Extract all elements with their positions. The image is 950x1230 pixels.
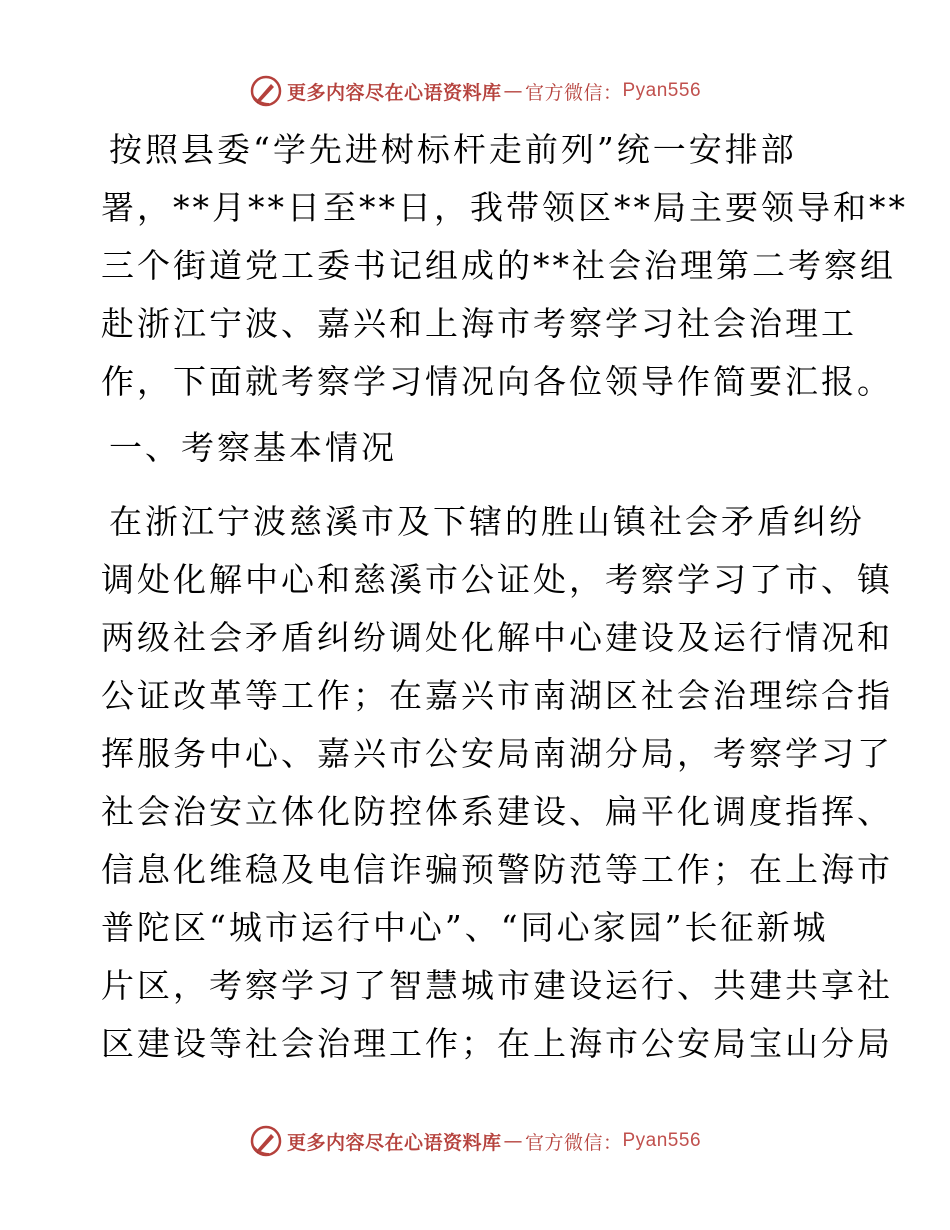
text-line: 公证改革等工作；在嘉兴市南湖区社会治理综合指 [101,676,893,715]
text-line: 赴浙江宁波、嘉兴和上海市考察学习社会治理工 [101,304,857,343]
text-line: 信息化维稳及电信诈骗预警防范等工作；在上海市 [101,850,893,889]
text-line: 社会治安立体化防控体系建设、扁平化调度指挥、 [101,792,893,831]
watermark-wechat-id: Pyan556 [622,80,702,101]
text-line: 挥服务中心、嘉兴市公安局南湖分局，考察学习了 [101,734,893,773]
document-body [101,121,908,1073]
watermark-wechat-id: Pyan556 [622,1130,702,1151]
watermark-separator: — [503,80,523,102]
text-line: 两级社会矛盾纠纷调处化解中心建设及运行情况和 [101,618,893,657]
watermark-separator: — [503,1130,523,1152]
pen-logo-icon [249,1124,283,1158]
paragraph-inspection [101,493,893,1073]
text-line: 在浙江宁波慈溪市及下辖的胜山镇社会矛盾纠纷 [109,502,865,541]
text-line: 片区，考察学习了智慧城市建设运行、共建共享社 [101,966,893,1005]
text-line: 调处化解中心和慈溪市公证处，考察学习了市、镇 [101,560,893,599]
text-line: 按照县委“学先进树标杆走前列”统一安排部 [109,130,797,169]
watermark-wechat-label: 官方微信： [524,81,623,104]
watermark-main-text: 更多内容尽在心语资料库 [286,1131,502,1154]
watermark-wechat-label: 官方微信： [524,1131,623,1154]
text-line: 区建设等社会治理工作；在上海市公安局宝山分局 [101,1024,893,1063]
watermark-main-text: 更多内容尽在心语资料库 [286,81,502,104]
text-line: 署，**月**日至**日，我带领区**局主要领导和** [101,188,908,227]
paragraph-intro [101,121,908,411]
text-line: 普陀区“城市运行中心”、“同心家园”长征新城 [101,908,829,947]
text-line: 作，下面就考察学习情况向各位领导作简要汇报。 [101,362,893,401]
text-line: 三个街道党工委书记组成的**社会治理第二考察组 [101,246,896,285]
section-heading: 一、考察基本情况 [109,428,397,467]
header-watermark [0,71,950,111]
pen-logo-icon [249,74,283,108]
footer-watermark [0,1121,950,1161]
